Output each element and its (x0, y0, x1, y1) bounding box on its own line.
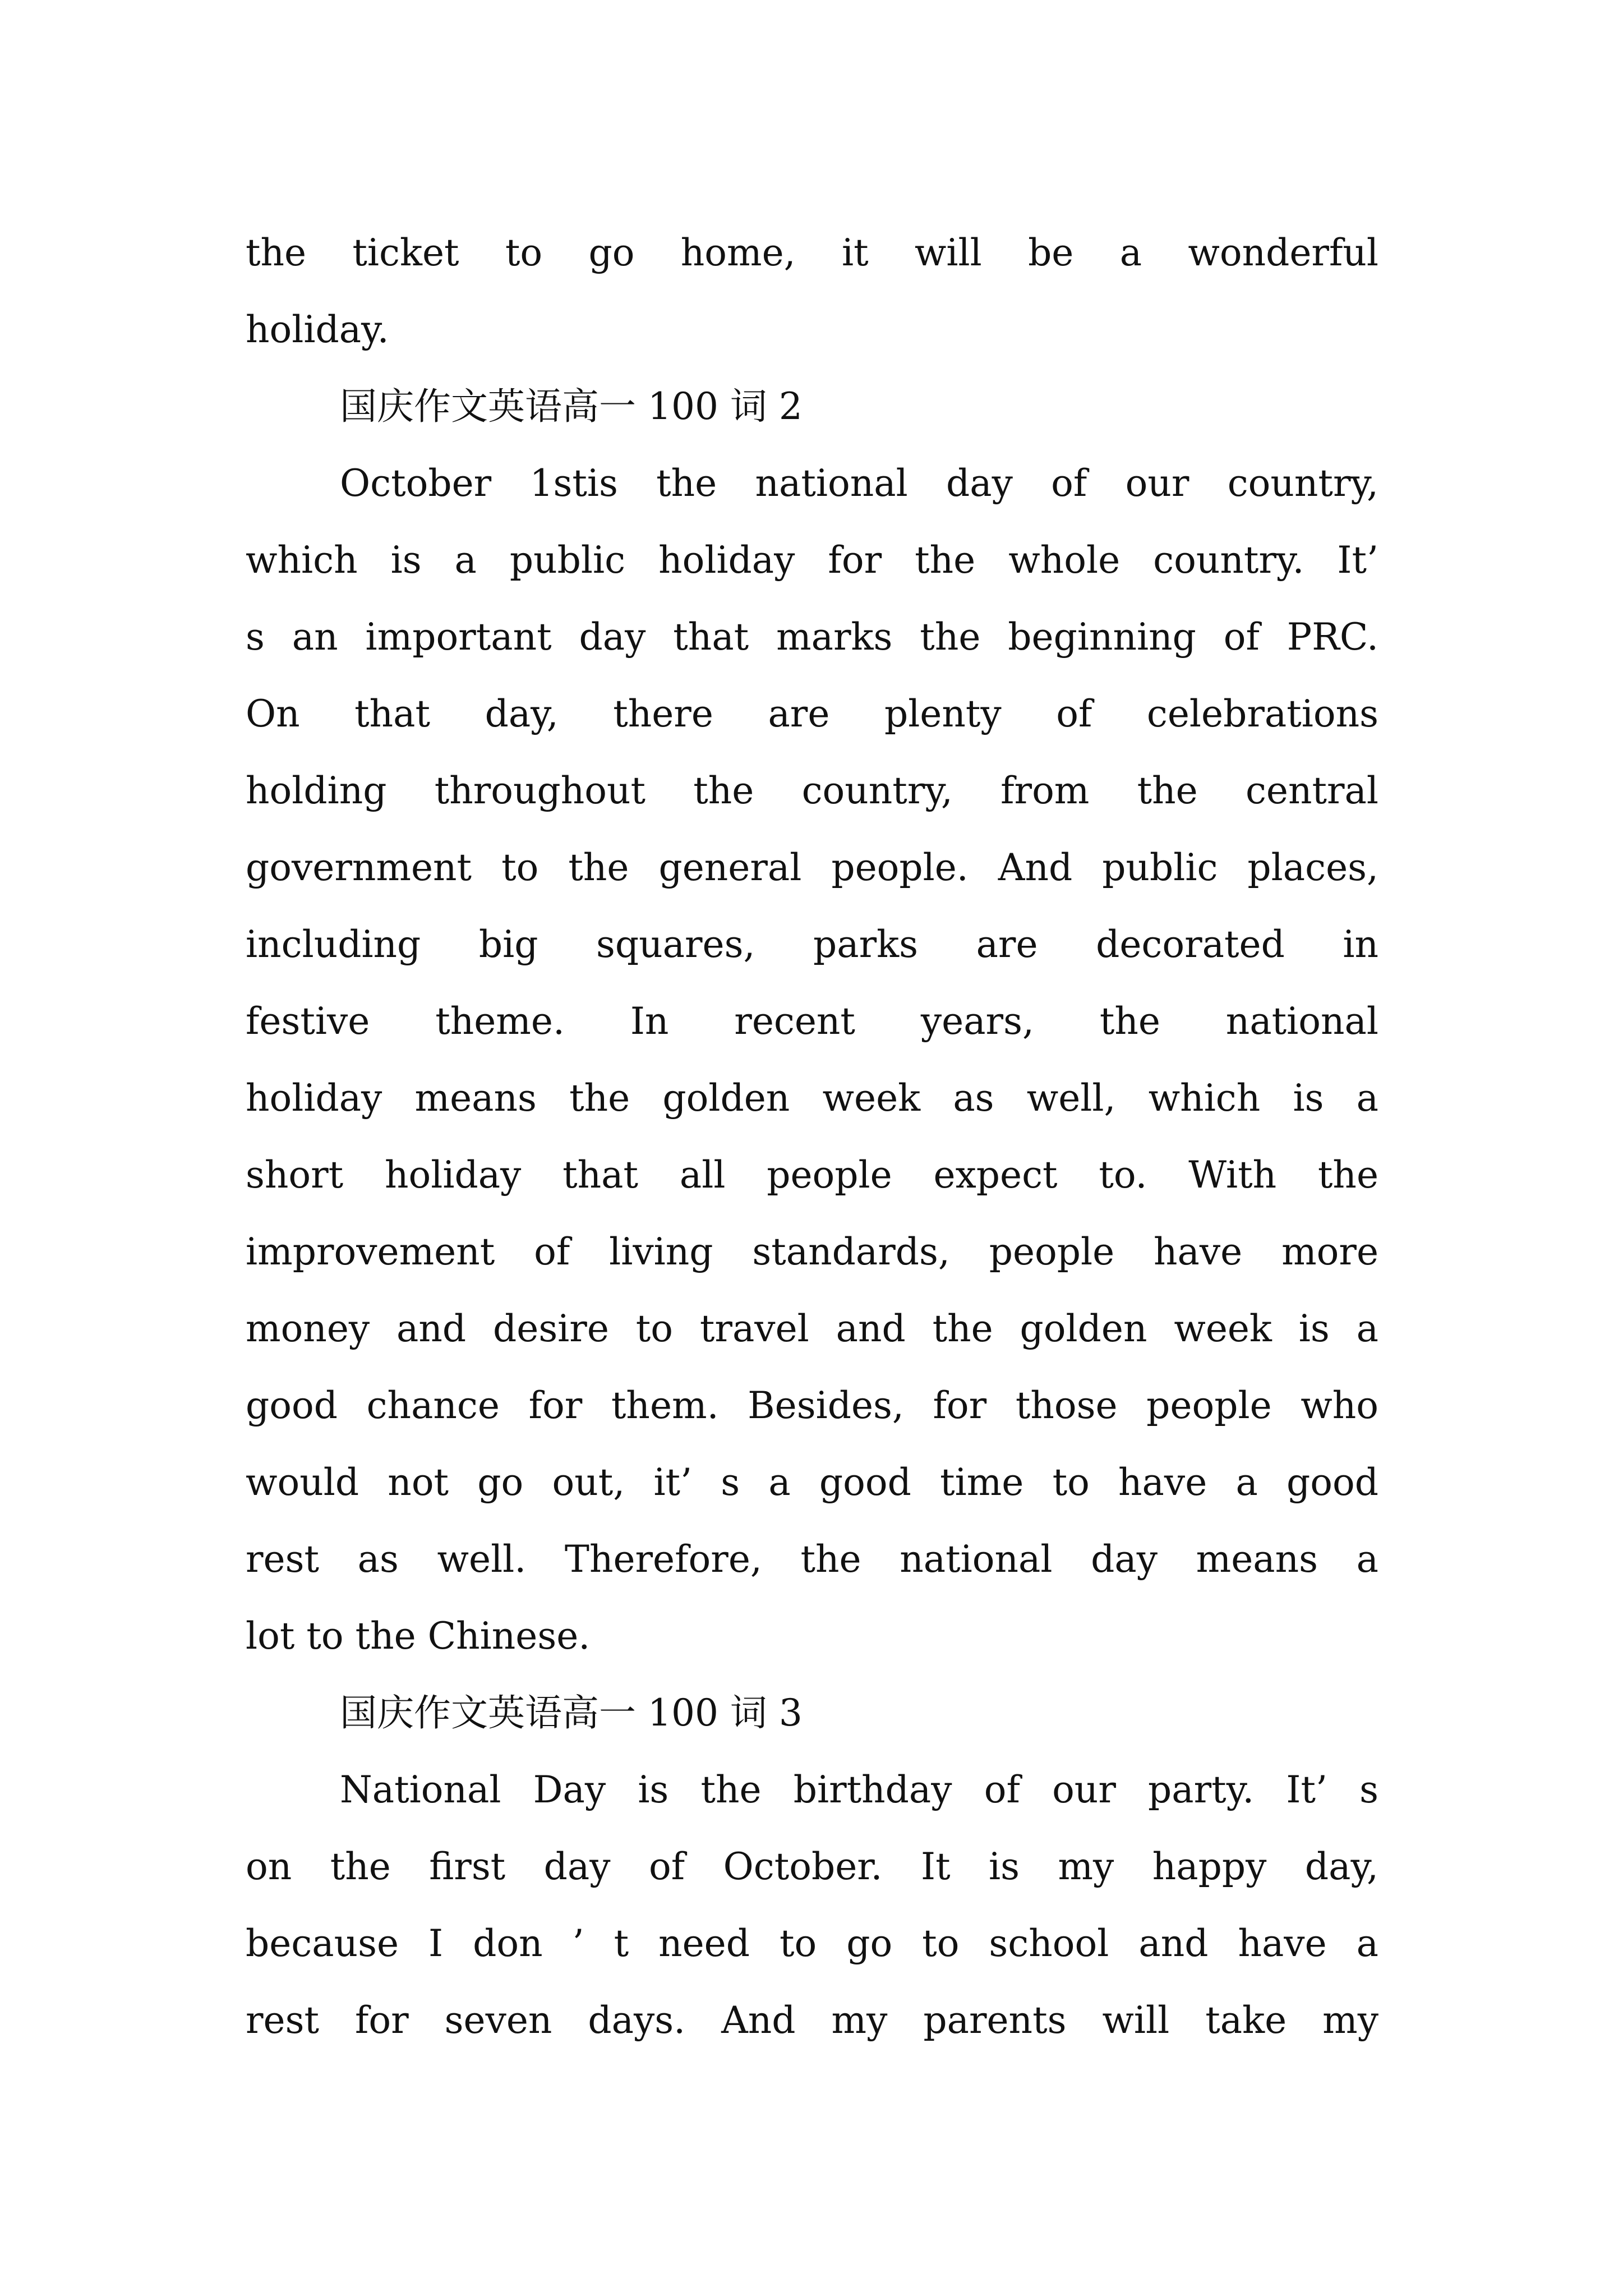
text-line: holiday. (246, 308, 389, 351)
paragraph-first-line: National Day is the birthday of our party. It’ s (340, 1768, 1378, 1811)
text-line: rest as well. Therefore, the national day means a (246, 1538, 1378, 1581)
text-line: holding throughout the country, from the central (246, 769, 1378, 812)
text-line: because I don ’ t need to go to school and have a (246, 1922, 1378, 1965)
text-line: which is a public holiday for the whole country. It’ (246, 539, 1378, 582)
text-line: on the first day of October. It is my happy day, (246, 1845, 1378, 1888)
text-line: s an important day that marks the beginning of PRC. (246, 615, 1378, 659)
text-line: would not go out, it’ s a good time to have a good (246, 1461, 1378, 1504)
text-line: good chance for them. Besides, for those people who (246, 1384, 1378, 1427)
text-line: the ticket to go home, it will be a wonderful (246, 231, 1378, 274)
text-line: On that day, there are plenty of celebrations (246, 692, 1378, 735)
text-line: improvement of living standards, people have more (246, 1230, 1378, 1273)
text-line: lot to the Chinese. (246, 1614, 591, 1658)
text-line: short holiday that all people expect to. With the (246, 1153, 1378, 1197)
text-line: money and desire to travel and the golden week is a (246, 1307, 1378, 1350)
text-line: holiday means the golden week as well, which is a (246, 1076, 1378, 1120)
document-body (246, 214, 1378, 2059)
text-line: government to the general people. And public places, (246, 846, 1378, 889)
section-heading: 国庆作文英语高一 100 词 2 (340, 385, 803, 428)
text-line: rest for seven days. And my parents will take my (246, 1999, 1378, 2042)
text-line: festive theme. In recent years, the national (246, 1000, 1378, 1043)
section-heading: 国庆作文英语高一 100 词 3 (340, 1691, 803, 1734)
paragraph-first-line: October 1stis the national day of our country, (340, 462, 1378, 505)
text-line: including big squares, parks are decorated in (246, 923, 1378, 966)
